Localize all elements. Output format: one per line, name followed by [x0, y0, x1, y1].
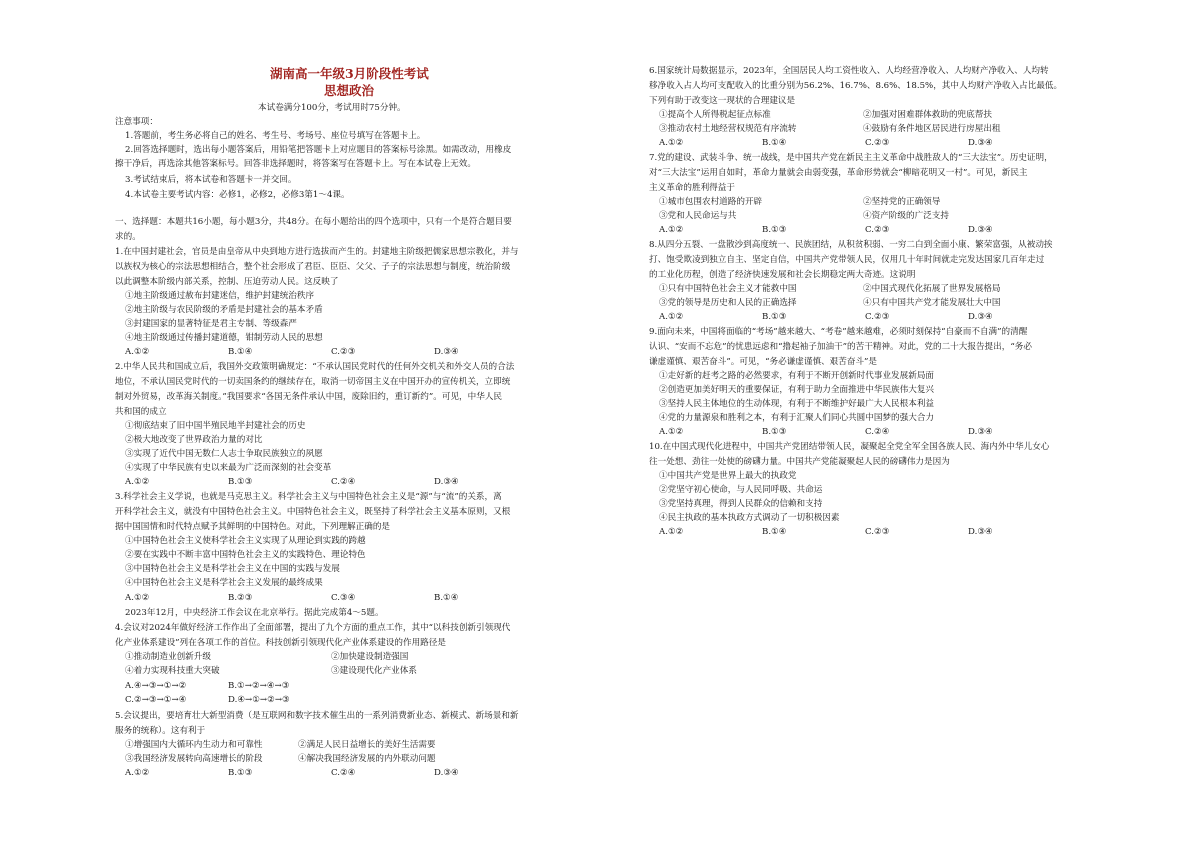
choice-a: A.①② — [659, 427, 684, 437]
choice-b: B.①③ — [762, 225, 787, 235]
choice-c: C.②③ — [331, 347, 356, 357]
question-stem: 制对外贸易，改革海关制度。”我国要求“各国无条件承认中国，废除旧约，重订新约”。可见，中华人民 — [115, 392, 503, 402]
question-option: ④鼓励有条件地区居民进行房屋出租 — [863, 124, 1001, 134]
question-option-row — [125, 666, 417, 677]
question-stem: 以族权为核心的宗法思想相结合，整个社会形成了君臣、臣臣、父父、子子的宗法思想与制度，统治阶级 — [115, 262, 511, 272]
choice-d: D.③④ — [434, 768, 459, 778]
choice-b: B.①③ — [228, 477, 253, 487]
choice-b: B.②③ — [228, 593, 253, 603]
notice-item: 擦干净后，再选涂其他答案标号。回答非选择题时，将答案写在答题卡上。写在本试卷上无效。 — [115, 159, 476, 169]
answer-choices — [125, 477, 537, 488]
question-option: ④只有中国共产党才能发展壮大中国 — [863, 298, 1001, 308]
question-option: ②党坚守初心使命，与人民同呼吸、共命运 — [659, 485, 823, 495]
question-stem: 对“三大法宝”运用自如时，革命力量就会由弱变强，革命形势就会“柳暗花明又一村”。可见，新民主 — [649, 168, 1028, 178]
question-option: ③中国特色社会主义是科学社会主义在中国的实践与发展 — [125, 564, 340, 574]
question-option: ④实现了中华民族有史以来最为广泛而深刻的社会变革 — [125, 463, 332, 473]
question-stem: 的工业化历程，创造了经济快速发展和社会长期稳定两大奇迹。这说明 — [649, 270, 916, 280]
question-stem: 移净收入占人均可支配收入的比重分别为56.2%、16.7%、8.6%、18.5%，其中人均财产净收入占比最低。 — [649, 81, 1063, 91]
question-stem: 3.科学社会主义学说，也就是马克思主义。科学社会主义与中国特色社会主义是“源”与“流”的关系，离 — [115, 492, 502, 502]
question-option: ③建设现代化产业体系 — [331, 666, 417, 676]
question-stem: 认识、“安而不忘危”的忧患远虑和“撸起袖子加油干”的苦干精神。对此，党的二十大报告提出，“务必 — [649, 342, 1032, 352]
question-option: ①彻底结束了旧中国半殖民地半封建社会的历史 — [125, 421, 306, 431]
choice-c: C.③④ — [331, 593, 356, 603]
question-stem: 1.在中国封建社会，官员是由皇帝从中央到地方进行选拔而产生的。封建地主阶级把儒家思想宗教化，并与 — [115, 247, 519, 257]
question-option: ④着力实现科技重大突破 — [125, 666, 220, 676]
choice-d: D.④→①→②→③ — [228, 695, 290, 705]
question-option: ④党的力量源泉和胜利之本，有利于汇聚人们同心共圆中国梦的强大合力 — [659, 413, 935, 423]
question-option: ①中国共产党是世界上最大的执政党 — [659, 471, 797, 481]
question-option-row — [659, 211, 949, 222]
question-stem: 往一处想、劲往一处使的磅礴力量。中国共产党能凝聚起人民的磅礴伟力是因为 — [649, 457, 950, 467]
choice-a: A.①② — [125, 768, 150, 778]
section-intro: 求的。 — [115, 232, 141, 242]
subject-title: 思想政治 — [324, 83, 375, 98]
answer-choices — [125, 768, 537, 779]
choice-b: B.①④ — [762, 527, 787, 537]
answer-choices — [125, 681, 289, 692]
choice-c: C.②③ — [865, 225, 890, 235]
choice-d: D.③④ — [968, 312, 993, 322]
question-option: ②创造更加美好明天的重要保证，有利于助力全面推进中华民族伟大复兴 — [659, 385, 935, 395]
notice-heading: 注意事项： — [115, 117, 158, 127]
choice-a: A.①② — [125, 593, 150, 603]
question-option: ②满足人民日益增长的美好生活需要 — [298, 740, 436, 750]
left-column — [115, 0, 595, 849]
choice-d: D.③④ — [968, 225, 993, 235]
question-option-row — [659, 284, 1001, 295]
answer-choices — [125, 695, 290, 706]
question-option: ②加强对困难群体救助的兜底帮扶 — [863, 110, 992, 120]
question-stem: 2.中华人民共和国成立后，我国外交政策明确规定：“不承认国民党时代的任何外交机关和外交人员的合法 — [115, 362, 515, 372]
question-stem: 开科学社会主义，就没有中国特色社会主义。中国特色社会主义，既坚持了科学社会主义基本原则，又根 — [115, 507, 511, 517]
question-option: ②中国式现代化拓展了世界发展格局 — [863, 284, 1001, 294]
choice-a: A.①② — [125, 477, 150, 487]
question-option-row — [125, 652, 408, 663]
question-stem: 化产业体系建设”列在各项工作的首位。科技创新引领现代化产业体系建设的作用路径是 — [115, 638, 446, 648]
question-stem: 4.会议对2024年做好经济工作作出了全面部署，提出了九个方面的重点工作，其中“以科技创新引领现代 — [115, 623, 511, 633]
choice-d: D.③④ — [434, 347, 459, 357]
question-stem: 地位，不承认国民党时代的一切卖国条约的继续存在，取消一切帝国主义在中国开办的宣传机关，立即统 — [115, 377, 511, 387]
question-option: ①城市包围农村道路的开辟 — [659, 197, 763, 207]
question-stem: 10.在中国式现代化进程中，中国共产党团结带领人民，凝聚起全党全军全国各族人民、海内外中华儿女心 — [649, 442, 1050, 452]
choice-d: D.③④ — [968, 527, 993, 537]
choice-a: A.①② — [659, 225, 684, 235]
question-option: ①增强国内大循环内生动力和可靠性 — [125, 740, 263, 750]
question-option: ③坚持人民主体地位的生动体现，有利于不断维护好最广大人民根本利益 — [659, 399, 935, 409]
choice-a: A.④→③→①→② — [125, 681, 187, 691]
question-option-row — [659, 110, 992, 121]
question-stem: 据中国国情和时代特点赋予其鲜明的中国特色。对此，下列理解正确的是 — [115, 522, 391, 532]
choice-c: C.②④ — [331, 477, 356, 487]
question-option: ③党和人民命运与共 — [659, 211, 737, 221]
question-option: ①只有中国特色社会主义才能救中国 — [659, 284, 797, 294]
choice-d: D.③④ — [434, 477, 459, 487]
choice-b: B.①③ — [762, 312, 787, 322]
question-stem: 谦虚谨慎、艰苦奋斗”。可见，“务必谦虚谨慎、艰苦奋斗”是 — [649, 357, 878, 367]
question-option: ①地主阶级通过赦布封建迷信，维护封建统治秩序 — [125, 291, 315, 301]
question-option: ①提高个人所得税起征点标准 — [659, 110, 771, 120]
answer-choices — [659, 427, 1071, 438]
question-stem: 7.党的建设、武装斗争、统一战线，是中国共产党在新民主主义革命中战胜敌人的“三大法宝”。历史证明， — [649, 153, 1053, 163]
question-option: ④解决我国经济发展的内外联动问题 — [298, 754, 436, 764]
choice-d: D.③④ — [968, 427, 993, 437]
choice-b: B.①③ — [762, 427, 787, 437]
choice-c: C.②→③→①→④ — [125, 695, 187, 705]
question-option: ③实现了近代中国无数仁人志士争取民族独立的夙愿 — [125, 449, 323, 459]
notice-item: 1.答题前，考生务必将自己的姓名、考生号、考场号、座位号填写在答题卡上。 — [125, 131, 426, 141]
exam-title: 湖南高一年级3月阶段性考试 — [270, 66, 429, 81]
answer-choices — [659, 312, 1071, 323]
choice-a: A.①② — [125, 347, 150, 357]
question-option-row — [659, 298, 1001, 309]
question-stem: 以此调整本阶级内部关系，控制、压迫劳动人民。这反映了 — [115, 277, 339, 287]
notice-item: 3.考试结束后，将本试卷和答题卡一并交回。 — [125, 175, 297, 185]
notice-item: 2.回答选择题时，选出每小题答案后，用铅笔把答题卡上对应题目的答案标号涂黑。如需改动，用橡皮 — [125, 145, 512, 155]
question-option: ②地主阶级与农民阶级的矛盾是封建社会的基本矛盾 — [125, 305, 323, 315]
choice-c: C.②③ — [865, 527, 890, 537]
choice-d: D.③④ — [968, 138, 993, 148]
question-stem: 主义革命的胜利得益于 — [649, 183, 735, 193]
question-option: ①中国特色社会主义使科学社会主义实现了从理论到实践的跨越 — [125, 536, 366, 546]
question-option-row — [659, 197, 940, 208]
answer-choices — [659, 138, 1071, 149]
answer-choices — [659, 527, 1071, 538]
question-option: ③推动农村土地经营权规范有序流转 — [659, 124, 797, 134]
question-option: ③党的领导是历史和人民的正确选择 — [659, 298, 797, 308]
choice-a: A.①② — [659, 312, 684, 322]
question-stem: 下列有助于改变这一现状的合理建议是 — [649, 96, 796, 106]
question-stem: 打、饱受欺凌到独立自主、坚定自信，中国共产党带领人民，仅用几十年时间就走完发达国家几百年走过 — [649, 255, 1045, 265]
question-option: ②坚持党的正确领导 — [863, 197, 941, 207]
choice-c: C.②③ — [865, 312, 890, 322]
choice-c: C.②④ — [865, 427, 890, 437]
section-intro: 一、选择题：本题共16小题，每小题3分，共48分。在每小题给出的四个选项中，只有一个是符合题目要 — [115, 217, 512, 227]
choice-b: B.①④ — [762, 138, 787, 148]
notice-item: 4.本试卷主要考试内容：必修1，必修2，必修3第1～4课。 — [125, 190, 350, 200]
right-column — [649, 0, 1143, 849]
choice-d: B.①④ — [434, 593, 459, 603]
question-option: ④资产阶级的广泛支持 — [863, 211, 949, 221]
choice-a: A.①② — [659, 527, 684, 537]
question-option: ④中国特色社会主义是科学社会主义发展的最终成果 — [125, 578, 323, 588]
question-option: ①走好新的赶考之路的必然要求，有利于不断开创新时代事业发展新局面 — [659, 371, 935, 381]
choice-c: C.②④ — [331, 768, 356, 778]
question-stem: 5.会议提出，要培育壮大新型消费（是互联网和数字技术催生出的一系列消费新业态、新模式、新场景和新 — [115, 711, 519, 721]
question-stem: 共和国的成立 — [115, 407, 167, 417]
question-option: ②极大地改变了世界政治力量的对比 — [125, 435, 263, 445]
question-option: ③封建国家的显著特征是君主专制、等级森严 — [125, 319, 297, 329]
answer-choices — [125, 593, 537, 604]
question-option: ④民主执政的基本执政方式调动了一切积极因素 — [659, 513, 840, 523]
choice-b: B.①③ — [228, 768, 253, 778]
question-option: ①推动制造业创新升级 — [125, 652, 211, 662]
choice-b: B.①④ — [228, 347, 253, 357]
question-stem: 9.面向未来，中国将面临的“考场”越来越大、“考卷”越来越难，必须时刻保持“自豪而不自满”的清醒 — [649, 327, 1028, 337]
material-intro: 2023年12月，中央经济工作会议在北京举行。据此完成第4～5题。 — [125, 608, 384, 618]
question-stem: 服务的统称）。这有利于 — [115, 726, 206, 736]
question-option: ③我国经济发展转向高速增长的阶段 — [125, 754, 263, 764]
choice-c: C.②③ — [865, 138, 890, 148]
choice-a: A.①② — [659, 138, 684, 148]
answer-choices — [125, 347, 537, 358]
question-option: ③党坚持真理，得到人民群众的信赖和支持 — [659, 499, 823, 509]
question-stem: 6.国家统计局数据显示，2023年，全国居民人均工资性收入、人均经营净收入、人均财产净收入、人均转 — [649, 66, 1049, 76]
answer-choices — [659, 225, 1071, 236]
score-line: 本试卷满分100分，考试用时75分钟。 — [258, 103, 406, 113]
question-option-row — [125, 754, 436, 765]
question-option: ④地主阶级通过传播封建道德，钳制劳动人民的思想 — [125, 333, 323, 343]
question-option: ②加快建设制造强国 — [331, 652, 409, 662]
question-stem: 8.从四分五裂、一盘散沙到高度统一、民族团结，从积贫积弱、一穷二白到全面小康、繁荣富强，从被动挨 — [649, 240, 1053, 250]
choice-b: B.①→②→④→③ — [228, 681, 290, 691]
question-option-row — [125, 740, 436, 751]
question-option-row — [659, 124, 1001, 135]
question-option: ②要在实践中不断丰富中国特色社会主义的实践特色、理论特色 — [125, 550, 366, 560]
